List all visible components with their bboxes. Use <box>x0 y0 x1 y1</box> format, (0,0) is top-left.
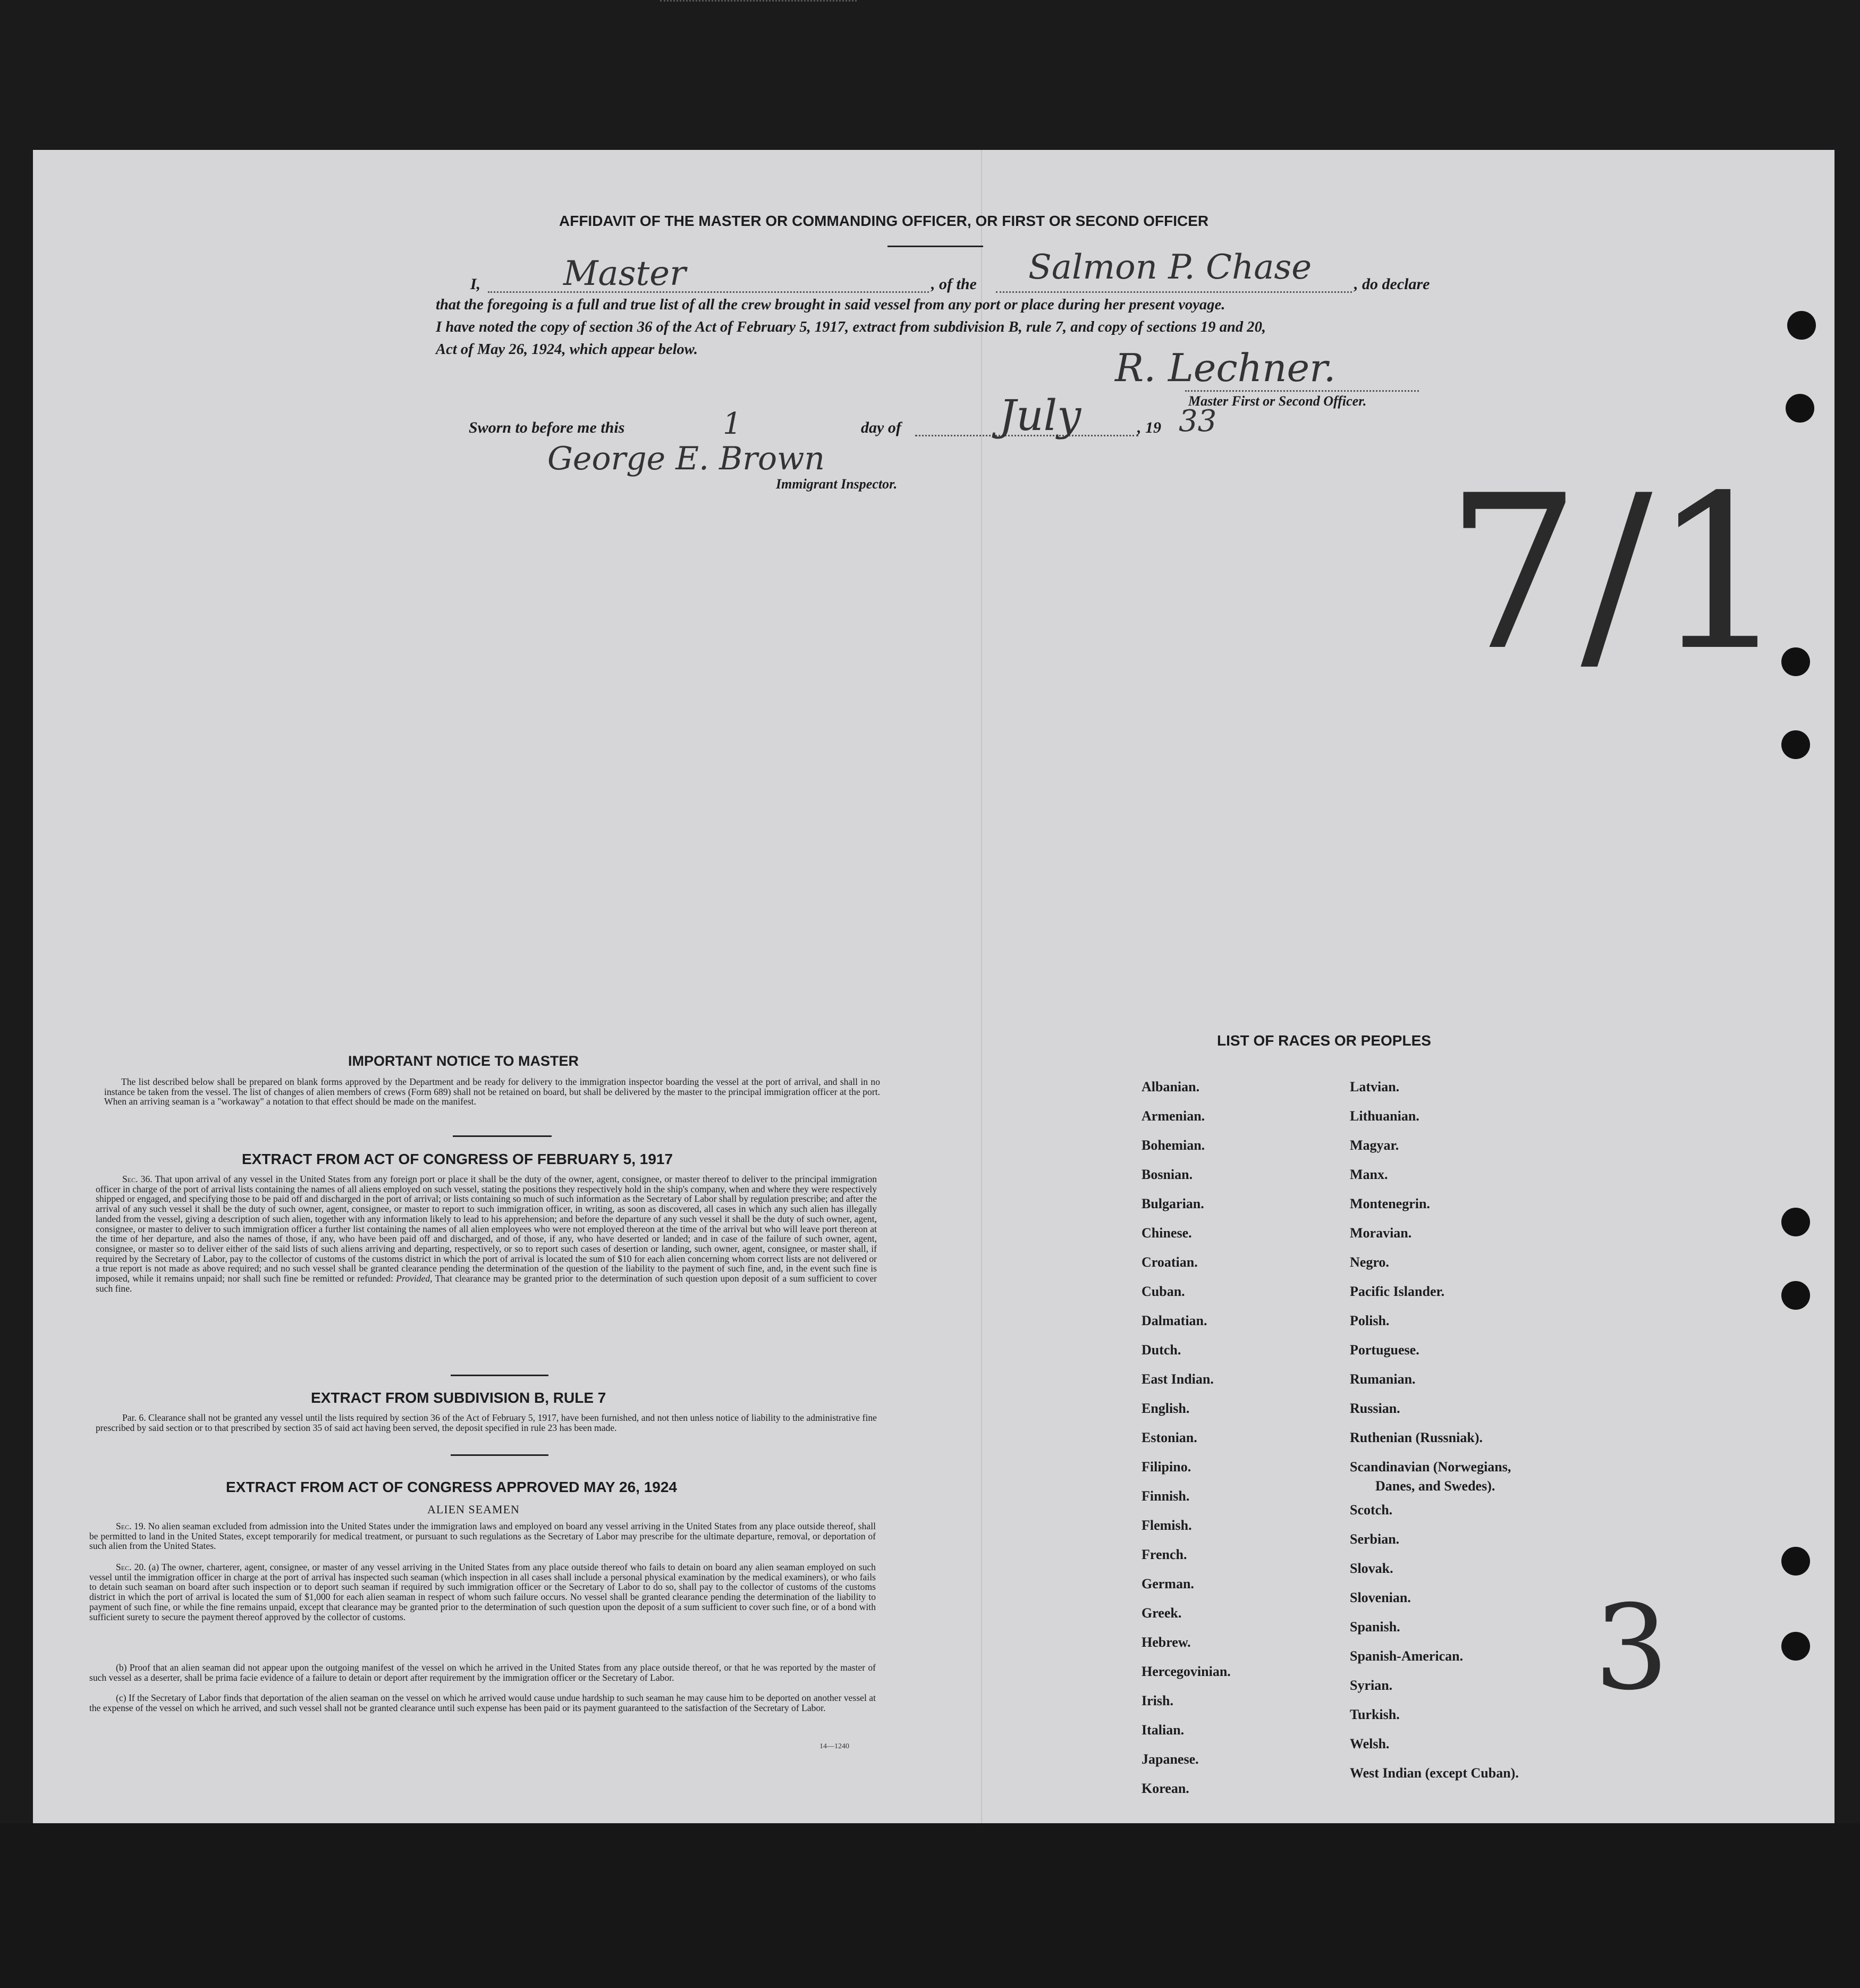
year-prefix: , 19 <box>1137 419 1161 436</box>
notice-text: The list described below shall be prepared on blank forms approved by the Department and be ready for delivery to the immigration inspector boarding the vessel at the port of arrival, and shall in no instance be taken from the vessel. The list of changes of alien members of crews (Form 689) shall not be retained on board, but shall be delivered by the master to the principal immigration officer at the port. When an arriving seaman is a "workaway" a notation to that effect should be made on the manifest. <box>104 1076 880 1107</box>
form-number: 14—1240 <box>819 1742 849 1750</box>
race-item: Hercegovinian. <box>1142 1664 1231 1679</box>
subdivision-b-text: Par. 6. Clearance shall not be granted any vessel until the lists required by section 36 of the Act of February 5, 1917, have been furnished, and not then unless notice of liability to the administrative fine prescribed by said section or to that prescribed by section 35 of said act having been served, the deposit specified in rule 23 has been made. <box>96 1412 877 1433</box>
sec-20a-body: (a) The owner, charterer, agent, consignee, or master of any vessel arriving in the United States from any place outside thereof who fails to detain on board any alien seaman employed on such vessel until the immigration officer in charge at the port of arrival has inspected such seaman (which inspection in all cases shall include a personal physical examination by the medical examiners), or who fails to detain such seaman on board after such inspection or to deport such seaman if required by such immigration officer or the Secretary of Labor to do so, shall pay to the collector of customs of the customs district in which the port of arrival is located the sum of $1,000 for each alien seaman in respect of whom such failure occurs. No vessel shall be granted clearance pending the determination of the liability to payment of such fine, or while the fine remains unpaid, except that clearance may be granted prior to the determination of such question upon the deposit of a sum sufficient to cover such fine, or of a bond with sufficient surety to secure the payment thereof approved by the collector of customs. <box>89 1562 876 1622</box>
affidavit-title: AFFIDAVIT OF THE MASTER OR COMMANDING OFFICER, OR FIRST OR SECOND OFFICER <box>559 213 1209 229</box>
sworn-before: Sworn to before me this <box>469 419 625 436</box>
inspector-caption: Immigrant Inspector. <box>776 476 898 492</box>
race-item: Flemish. <box>1142 1518 1192 1533</box>
race-item: Montenegrin. <box>1350 1196 1430 1211</box>
race-item: Estonian. <box>1142 1430 1197 1445</box>
sec-20-label: Sec. 20. <box>116 1562 146 1572</box>
sec-20a-text <box>89 1562 876 1622</box>
binder-hole <box>1786 394 1814 423</box>
race-item: Dutch. <box>1142 1342 1181 1358</box>
race-item: Pacific Islander. <box>1350 1284 1445 1299</box>
race-item: Serbian. <box>1350 1531 1400 1547</box>
race-item: Albanian. <box>1142 1079 1200 1094</box>
binder-hole <box>1787 311 1816 340</box>
race-item: Armenian. <box>1142 1108 1205 1124</box>
proviso-text: That clearance may be granted prior to the determination of such question upon deposit of a sum sufficient to cover such fine. <box>96 1273 877 1294</box>
extract-1917-text <box>96 1174 877 1293</box>
races-title: LIST OF RACES OR PEOPLES <box>1217 1032 1431 1049</box>
races-left-column <box>1142 1079 1231 1810</box>
race-item: Irish. <box>1142 1693 1173 1708</box>
affidavit-declare: , do declare <box>1354 275 1430 293</box>
section-rule <box>451 1454 548 1456</box>
race-item: Portuguese. <box>1350 1342 1419 1358</box>
vessel-name-blank <box>996 291 1352 293</box>
race-item: Bulgarian. <box>1142 1196 1204 1211</box>
officer-signature: R. Lechner. <box>1115 346 1336 390</box>
affidavit-of-the: , of the <box>931 275 977 293</box>
day-blank <box>660 0 857 2</box>
handwritten-page-marks: 7/1 <box>1445 450 1788 697</box>
affidavit-line3: I have noted the copy of section 36 of the Act of February 5, 1917, extract from subdivision B, rule 7, and copy of sections 19 and 20, <box>436 319 1266 335</box>
binder-hole <box>1781 1208 1810 1236</box>
handwritten-vessel-name: Salmon P. Chase <box>1028 248 1312 287</box>
alien-seamen-subtitle: ALIEN SEAMEN <box>427 1503 520 1516</box>
race-item: Russian. <box>1350 1401 1400 1416</box>
race-item: Filipino. <box>1142 1459 1191 1475</box>
notice-title: IMPORTANT NOTICE TO MASTER <box>348 1053 579 1069</box>
race-item: Polish. <box>1350 1313 1390 1328</box>
race-item: Danes, and Swedes). <box>1375 1478 1495 1494</box>
binder-hole <box>1781 1632 1810 1661</box>
page-fold <box>981 150 982 1823</box>
race-item: German. <box>1142 1576 1194 1591</box>
race-item: Spanish. <box>1350 1619 1400 1635</box>
title-rule <box>887 246 983 247</box>
race-item: Manx. <box>1350 1167 1388 1182</box>
sec-20c-text: (c) If the Secretary of Labor finds that deportation of the alien seaman on the vessel on which he arrived would cause undue hardship to such seaman he may cause him to be deported on another vessel at the expense of the vessel on which he arrived, and such vessel shall not be granted clearance until such expense has been paid or its payment guaranteed to the satisfaction of the Secretary of Labor. <box>89 1692 876 1713</box>
race-item: Finnish. <box>1142 1488 1190 1504</box>
affidavit-line4: Act of May 26, 1924, which appear below. <box>436 341 698 358</box>
extract-1924-title: EXTRACT FROM ACT OF CONGRESS APPROVED MAY 26, 1924 <box>226 1479 677 1495</box>
affidavit-line2: that the foregoing is a full and true list of all the crew brought in said vessel from any port or place during her present voyage. <box>436 297 1225 313</box>
race-item: Cuban. <box>1142 1284 1185 1299</box>
proviso-label: Provided, <box>396 1273 433 1284</box>
race-item: English. <box>1142 1401 1190 1416</box>
race-item: West Indian (except Cuban). <box>1350 1765 1519 1781</box>
race-item: Korean. <box>1142 1781 1189 1796</box>
sec-20b-text: (b) Proof that an alien seaman did not appear upon the outgoing manifest of the vessel on which he arrived in the United States from any place outside thereof, or that he was reported by the master of such vessel as a deserter, shall be prima facie evidence of a failure to detain or deport after requirement by the immigration officer or the Secretary of Labor. <box>89 1662 876 1683</box>
race-item: Moravian. <box>1350 1225 1412 1241</box>
extract-1917-title: EXTRACT FROM ACT OF CONGRESS OF FEBRUARY 5, 1917 <box>242 1151 673 1167</box>
race-item: Scotch. <box>1350 1502 1393 1518</box>
section-rule <box>453 1135 552 1137</box>
master-name-blank <box>488 291 929 293</box>
binder-hole <box>1781 730 1810 759</box>
race-item: Bohemian. <box>1142 1138 1205 1153</box>
section-rule <box>451 1375 548 1376</box>
race-item: East Indian. <box>1142 1371 1214 1387</box>
sec-19-label: Sec. 19. <box>116 1521 146 1531</box>
race-item: Magyar. <box>1350 1138 1399 1153</box>
race-item: French. <box>1142 1547 1187 1562</box>
race-item: Turkish. <box>1350 1707 1400 1722</box>
inspector-signature: George E. Brown <box>547 440 825 477</box>
sec-36-text: That upon arrival of any vessel in the United States from any foreign port or place it shall be the duty of the owner, agent, consignee, or master thereof to deliver to the principal immigration officer in charge of the port of arrival lists containing the names of all aliens employed on such vessel, stating the positions they respectively hold in the ship's company, when and where they were respectively shipped or engaged, and specifying those to be paid off and discharged in the port of arrival; or lists containing so much of such information as the Secretary of Labor shall by regulation prescribe; and after the arrival of any such vessel it shall be the duty of such owner, agent, consignee, or master to report to such immigration officer, in writing, as soon as discovered, all cases in which any such alien has illegally landed from the vessel, giving a description of such alien, together with any information likely to lead to his apprehension; and before the departure of any such vessel it shall be the duty of such owner, agent, consignee, or master to deliver to such immigration officer a further list containing the names of all alien employees who were not employed thereon at the time of the arrival but who will leave port thereon at the time of her departure, and also the names of those, if any, who have been paid off and discharged, and of those, if any, who have deserted or landed; and in case of the failure of such owner, agent, consignee, or master so to deliver either of the said lists of such aliens arriving and departing, respectively, or so to report such cases of desertion or landing, such owner, agent, consignee, or master shall, if required by the Secretary of Labor, pay to the collector of customs of the customs district in which the port of arrival is located the sum of $10 for each alien concerning whom correct lists are not delivered or a true report is not made as above required; and no such vessel shall be granted clearance pending the determination of the question of the liability to the payment of such fine, and, in the event such fine is imposed, while it remains unpaid; nor shall such fine be remitted or refunded: <box>96 1174 877 1284</box>
race-item: Hebrew. <box>1142 1635 1191 1650</box>
race-item: Negro. <box>1350 1254 1389 1270</box>
race-item: Slovenian. <box>1350 1590 1411 1605</box>
subdivision-b-title: EXTRACT FROM SUBDIVISION B, RULE 7 <box>311 1389 606 1406</box>
sec-36-label: Sec. 36. <box>122 1174 153 1184</box>
race-item: Rumanian. <box>1350 1371 1416 1387</box>
scan-background <box>0 1823 1860 1988</box>
handwritten-day: 1 <box>723 407 742 441</box>
race-item: Slovak. <box>1350 1561 1393 1576</box>
race-item: Dalmatian. <box>1142 1313 1207 1328</box>
race-item: Italian. <box>1142 1722 1185 1738</box>
handwritten-year: 33 <box>1179 404 1217 439</box>
binder-hole <box>1781 1281 1810 1310</box>
race-item: Greek. <box>1142 1605 1182 1621</box>
handwritten-page-number: 3 <box>1594 1580 1669 1716</box>
races-right-column <box>1350 1079 1519 1795</box>
race-item: Japanese. <box>1142 1751 1199 1767</box>
race-item: Croatian. <box>1142 1254 1198 1270</box>
race-item: Syrian. <box>1350 1678 1393 1693</box>
race-item: Ruthenian (Russniak). <box>1350 1430 1483 1445</box>
signature-blank <box>1185 390 1419 392</box>
race-item: Scandinavian (Norwegians, <box>1350 1459 1511 1475</box>
day-of: day of <box>861 419 901 436</box>
binder-hole <box>1781 1547 1810 1576</box>
handwritten-month: July <box>999 391 1081 440</box>
master-caption: Master First or Second Officer. <box>1188 393 1367 409</box>
race-item: Lithuanian. <box>1350 1108 1419 1124</box>
handwritten-master-name: Master <box>563 254 686 293</box>
race-item: Bosnian. <box>1142 1167 1193 1182</box>
sec-19-text <box>89 1521 876 1551</box>
race-item: Spanish-American. <box>1350 1648 1464 1664</box>
sec-19-body: No alien seaman excluded from admission into the United States under the immigration laws and employed on board any vessel arriving in the United States from any place outside thereof, shall be permitted to land in the United States, except temporarily for medical treatment, or pursuant to such regulations as the Secretary of Labor may prescribe for the ultimate departure, removal, or deportation of such alien from the United States. <box>89 1521 876 1552</box>
race-item: Chinese. <box>1142 1225 1192 1241</box>
race-item: Latvian. <box>1350 1079 1400 1094</box>
affidavit-i: I, <box>470 275 481 293</box>
race-item: Welsh. <box>1350 1736 1390 1751</box>
